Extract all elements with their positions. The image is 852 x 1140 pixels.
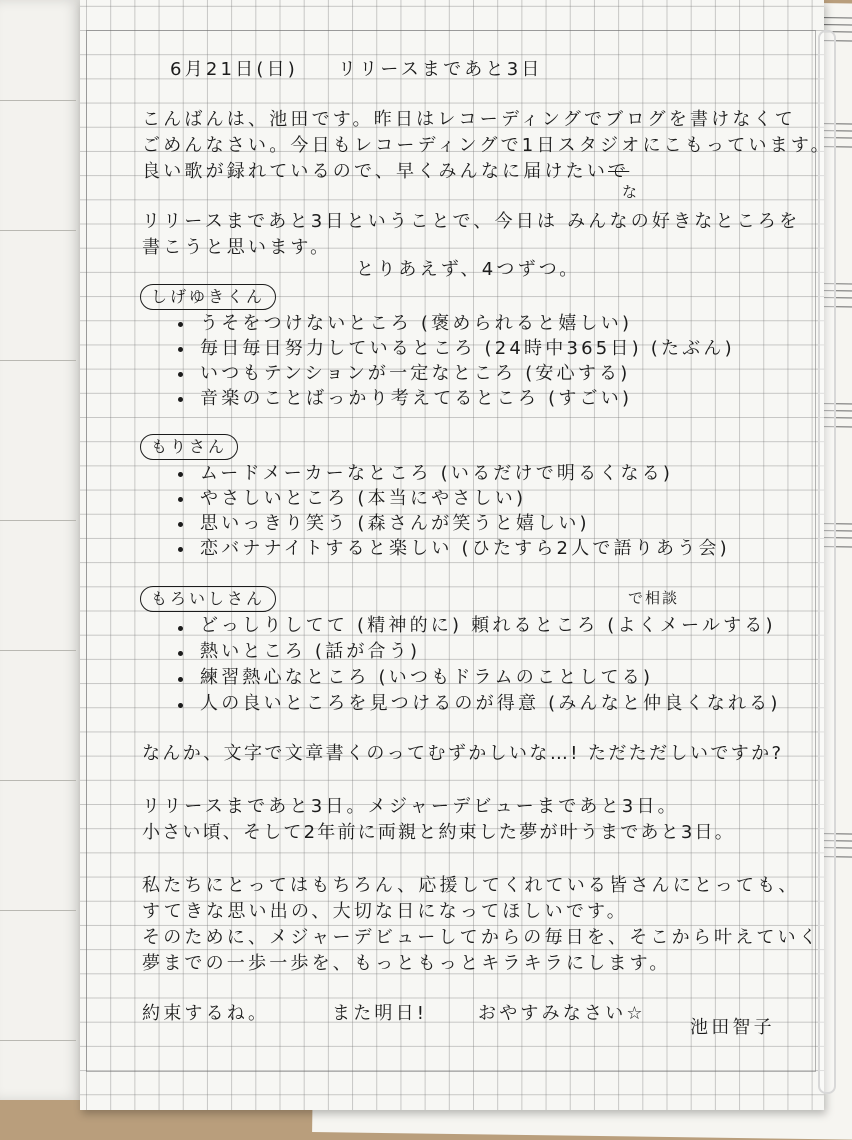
struck-character: で — [608, 161, 630, 182]
entry-title: リリースまであと3日 — [338, 59, 543, 80]
signature: 池田智子 — [690, 1017, 775, 1038]
insertion-note: で相談 — [628, 589, 680, 607]
intro-line: ごめんなさい。今日もレコーディングで1日スタジオにこもっています。 — [142, 135, 832, 156]
list-item: どっしりしてて (精神的に) 頼れるところ (よくメールする) — [200, 615, 776, 636]
bullet — [178, 522, 183, 527]
countdown-line: リリースまであと3日。メジャーデビューまであと3日。 — [142, 796, 679, 817]
list-item: やさしいところ (本当にやさしい) — [200, 488, 527, 509]
correction-note: な — [622, 183, 640, 201]
bullet — [178, 497, 183, 502]
closing-line: 夢までの一歩一歩を、もっともっとキラキラにします。 — [142, 953, 671, 974]
member-tag: もろいしさん — [140, 586, 276, 612]
bullet — [178, 651, 183, 656]
see-you-text: また明日! — [332, 1003, 428, 1024]
countdown-line: 小さい頃、そして2年前に両親と約束した夢が叶うまであと3日。 — [142, 822, 735, 843]
bullet — [178, 703, 183, 708]
list-item: うそをつけないところ (褒められると嬉しい) — [200, 313, 633, 334]
list-item: 熱いところ (話が合う) — [200, 641, 421, 662]
bullet — [178, 347, 183, 352]
closing-line: 私たちにとってはもちろん、応援してくれている皆さんにとっても、 — [142, 875, 800, 896]
list-item: 練習熱心なところ (いつもドラムのことしてる) — [200, 667, 654, 688]
entry-date: 6月21日(日) — [170, 59, 299, 80]
list-item: 毎日毎日努力しているところ (24時中365日) (たぶん) — [200, 338, 735, 359]
bullet — [178, 677, 183, 682]
theme-line: リリースまであと3日ということで、今日は みんなの好きなところを — [142, 211, 801, 232]
closing-line: すてきな思い出の、大切な日になってほしいです。 — [142, 901, 628, 922]
list-item: ムードメーカーなところ (いるだけで明るくなる) — [200, 463, 674, 484]
bullet — [178, 372, 183, 377]
list-item: 恋バナナイトすると楽しい (ひたすら2人で語りあう会) — [200, 538, 730, 559]
theme-line: とりあえず、4つずつ。 — [356, 259, 581, 280]
list-item: いつもテンションが一定なところ (安心する) — [200, 363, 631, 384]
member-tag: しげゆきくん — [140, 284, 276, 310]
member-tag: もりさん — [140, 434, 238, 460]
list-item: 音楽のことばっかり考えてるところ (すごい) — [200, 388, 633, 409]
bullet — [178, 626, 183, 631]
theme-line: 書こうと思います。 — [142, 237, 332, 258]
notebook-ring — [818, 30, 836, 1094]
closing-line: そのために、メジャーデビューしてからの毎日を、そこから叶えていく — [142, 927, 821, 948]
promise-text: 約束するね。 — [142, 1003, 270, 1024]
goodnight-text: おやすみなさい☆ — [478, 1003, 646, 1024]
bullet — [178, 472, 183, 477]
left-page — [0, 0, 83, 1100]
bullet — [178, 322, 183, 327]
intro-line: 良い歌が録れているので、早くみんなに届けたいで — [142, 161, 630, 182]
intro-line: こんばんは、池田です。昨日はレコーディングでブログを書けなくて — [142, 109, 796, 130]
bullet — [178, 547, 183, 552]
reflection-line: なんか、文字で文章書くのってむずかしいな…! ただただしいですか? — [142, 743, 784, 764]
bullet — [178, 397, 183, 402]
list-item: 人の良いところを見つけるのが得意 (みんなと仲良くなれる) — [200, 693, 781, 714]
list-item: 思いっきり笑う (森さんが笑うと嬉しい) — [200, 513, 590, 534]
